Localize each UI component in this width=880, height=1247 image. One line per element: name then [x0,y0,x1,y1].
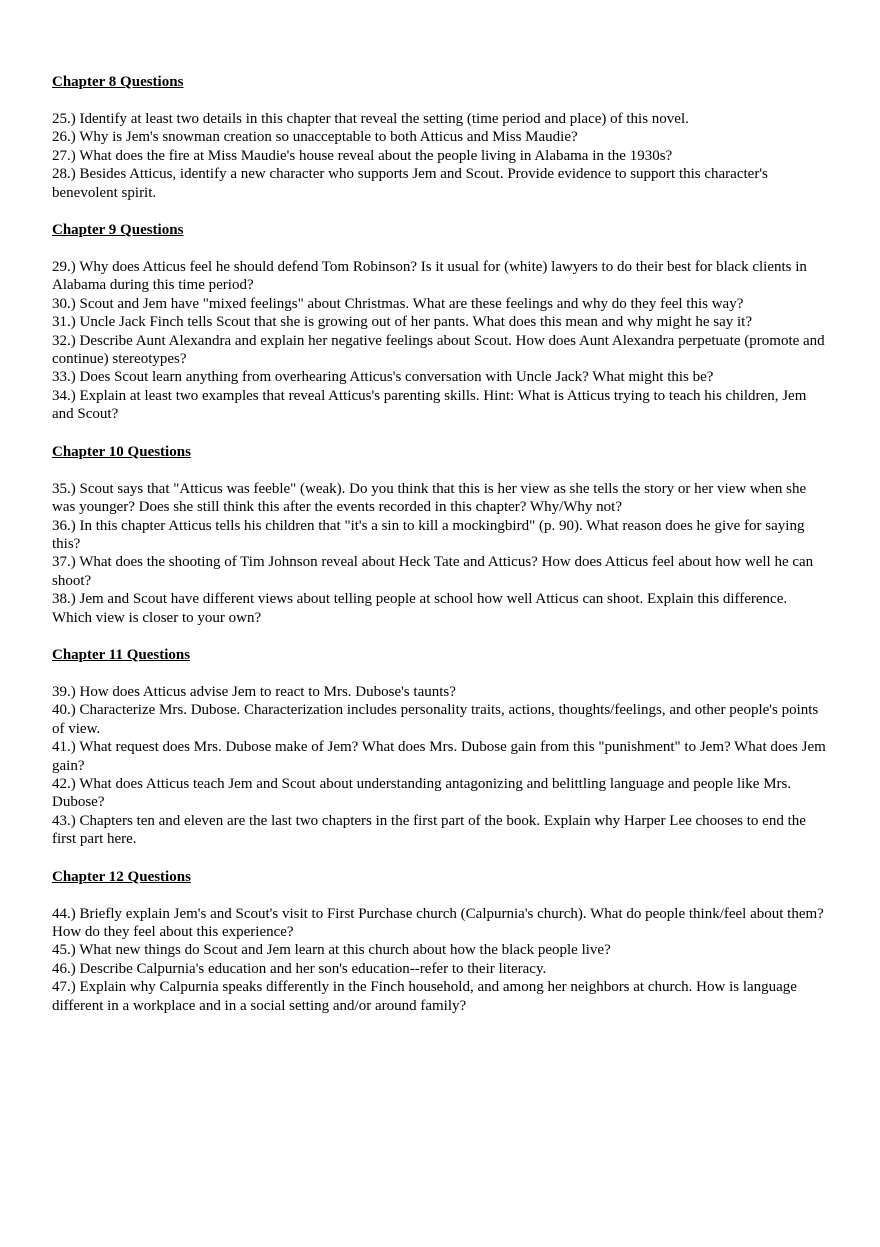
question-25: 25.) Identify at least two details in this chapter that reveal the setting (time period and place) of this novel. [52,111,689,127]
chapter-heading: Chapter 9 Questions [52,222,184,239]
question-34: 34.) Explain at least two examples that reveal Atticus's parenting skills. Hint: What is Atticus trying to teach his children, Jem and Scout? [52,387,807,423]
question-39: 39.) How does Atticus advise Jem to react to Mrs. Dubose's taunts? [52,683,456,700]
chapter-section-9 [52,221,830,424]
question-29: 29.) Why does Atticus feel he should defend Tom Robinson? Is it usual for (white) lawyers to do their best for black clients in Alabama during this time period? [52,259,807,294]
question-43: 43.) Chapters ten and eleven are the last two chapters in the first part of the book. Explain why Harper Lee chooses to end the first part here. [52,812,806,848]
chapter-section-8 [52,73,830,202]
chapter-heading: Chapter 11 Questions [52,646,191,663]
question-32: 32.) Describe Aunt Alexandra and explain her negative feelings about Scout. How does Aunt Alexandra perpetuate (promote and continue) stereotypes? [52,332,825,368]
chapter-heading: Chapter 12 Questions [52,868,191,885]
question-33: 33.) Does Scout learn anything from overhearing Atticus's conversation with Uncle Jack? What might this be? [52,369,714,386]
question-28: 28.) Besides Atticus, identify a new character who supports Jem and Scout. Provide evidence to support this character's benevolent spirit. [52,166,768,201]
chapter-section-10 [52,443,830,627]
chapter-heading: Chapter 10 Questions [52,443,191,460]
question-47: 47.) Explain why Calpurnia speaks differently in the Finch household, and among her neighbors at church. How is language different in a workplace and in a social setting and/or around family? [52,979,797,1014]
question-45: 45.) What new things do Scout and Jem learn at this church about how the black people live? [52,942,611,959]
question-40: 40.) Characterize Mrs. Dubose. Characterization includes personality traits, actions, thoughts/feelings, and other people's points of view. [52,702,819,737]
questions-content [52,73,830,1035]
chapter-section-12 [52,868,830,1015]
question-27: 27.) What does the fire at Miss Maudie's house reveal about the people living in Alabama in the 1930s? [52,147,673,164]
question-31: 31.) Uncle Jack Finch tells Scout that she is growing out of her pants. What does this mean and why might he say it? [52,314,753,331]
question-35: 35.) Scout says that "Atticus was feeble" (weak). Do you think that this is her view as she tells the story or her view when she was younger? Does she still think this after the events recorded in this chapter? Why/Why not? [52,480,807,516]
question-36: 36.) In this chapter Atticus tells his children that "it's a sin to kill a mockingbird" (p. 90). What reason does he give for saying this? [52,517,805,552]
question-38: 38.) Jem and Scout have different views about telling people at school how well Atticus can shoot. Explain this difference. Which view is closer to your own? [52,591,788,626]
chapter-heading: Chapter 8 Questions [52,74,184,90]
question-42: 42.) What does Atticus teach Jem and Scout about understanding antagonizing and belittling language and people like Mrs. Dubose? [52,775,792,811]
chapter-section-11 [52,646,830,849]
question-26: 26.) Why is Jem's snowman creation so unacceptable to both Atticus and Miss Maudie? [52,129,578,146]
question-44: 44.) Briefly explain Jem's and Scout's visit to First Purchase church (Calpurnia's church). What do people think/feel about them? How do they feel about this experience? [52,905,824,940]
question-41: 41.) What request does Mrs. Dubose make of Jem? What does Mrs. Dubose gain from this "punishment" to Jem? What does Jem gain? [52,739,826,774]
question-30: 30.) Scout and Jem have "mixed feelings" about Christmas. What are these feelings and why do they feel this way? [52,295,744,312]
question-37: 37.) What does the shooting of Tim Johnson reveal about Heck Tate and Atticus? How does Atticus feel about how well he can shoot? [52,554,814,589]
question-46: 46.) Describe Calpurnia's education and her son's education--refer to their literacy. [52,960,547,977]
